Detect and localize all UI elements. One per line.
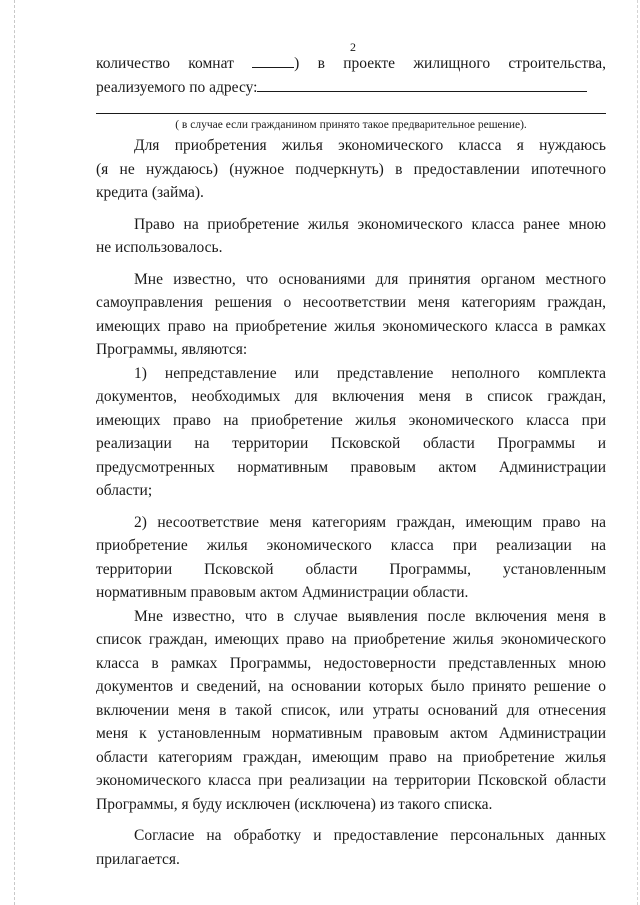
scan-edge-left [14,0,16,905]
item-2-line: нормативным правовым актом Администрации области. [96,584,469,601]
address-label: реализуемого по адресу: [96,78,258,96]
right-used-line: Право на приобретение жилья экономического класса ранее мною [134,215,606,233]
item-2-line: приобретение жилья экономического класса при реализации на [96,537,606,554]
item-1-line: реализации на территории Псковской области Программы и [96,435,606,452]
ground-item-1 [96,362,606,503]
document-body [96,52,606,871]
ground-item-2 [96,511,606,605]
scan-edge-right [637,0,639,905]
item-1-line: предусмотренных нормативным правовым актом Администрации [96,458,606,476]
grounds-paragraph [96,268,606,362]
address-continuation-rule[interactable] [96,99,606,114]
item-1-line: 1) непредставление или представление неполного комплекта [134,364,606,382]
right-used-paragraph [96,213,606,260]
page-number: 2 [350,40,356,54]
address-blank[interactable] [257,77,587,92]
intro-rooms-paragraph [96,52,606,99]
grounds-line: имеющих право на приобретение жилья экономического класса в рамках [96,317,606,335]
consent-paragraph [96,824,606,871]
exclusion-line: класса в рамках Программы, недостоверности представленных мною [96,654,606,672]
exclusion-line: включении меня в такой список, или утраты оснований для отнесения [96,701,606,719]
exclusion-line: Мне известно, что в случае выявления после включения меня в [134,607,606,625]
exclusion-line: области категориям граждан, имеющим право на приобретение жилья [96,748,606,766]
exclusion-line: список граждан, имеющих право на приобретение жилья экономического [96,631,606,648]
mortgage-paragraph [96,134,606,205]
rooms-label: количество комнат [96,55,234,72]
mortgage-line: кредита (займа). [96,184,204,201]
intro-line-1 [96,52,606,76]
grounds-line: Мне известно, что основаниями для принятия органом местного [134,270,606,288]
address-hint: ( в случае если гражданином принято такое предварительное решение). [175,119,527,131]
item-2-line: 2) несоответствие меня категориям граждан, имеющим право на [134,513,606,531]
intro-line-2 [96,76,606,100]
item-2-line: территории Псковской области Программы, установленным [96,560,606,578]
exclusion-paragraph [96,605,606,817]
item-1-line: области; [96,482,153,499]
project-label: ) в проекте жилищного строительства, [294,55,606,72]
item-1-line: документов, необходимых для включения меня в список граждан, [96,388,606,405]
exclusion-line: Программы, я буду исключен (исключена) из такого списка. [96,795,493,813]
exclusion-line: экономического класса при реализации на территории Псковской области [96,772,606,789]
rooms-count-blank[interactable] [252,53,294,68]
grounds-line: Программы, являются: [96,341,248,358]
mortgage-line: Для приобретения жилья экономического класса я нуждаюсь [134,137,606,154]
consent-line: Согласие на обработку и предоставление персональных данных [134,827,606,844]
grounds-line: самоуправления решения о несоответствии меня категориям граждан, [96,294,606,311]
exclusion-line: меня к установленным нормативным правовым актом Администрации [96,725,606,742]
exclusion-line: документов и сведений, на основании которых было принято решение о [96,678,606,695]
mortgage-line: (я не нуждаюсь) (нужное подчеркнуть) в предоставлении ипотечного [96,160,606,178]
item-1-line: имеющих право на приобретение жилья экономического класса при [96,411,606,429]
consent-line: прилагается. [96,850,180,868]
right-used-line: не использовалось. [96,239,223,256]
